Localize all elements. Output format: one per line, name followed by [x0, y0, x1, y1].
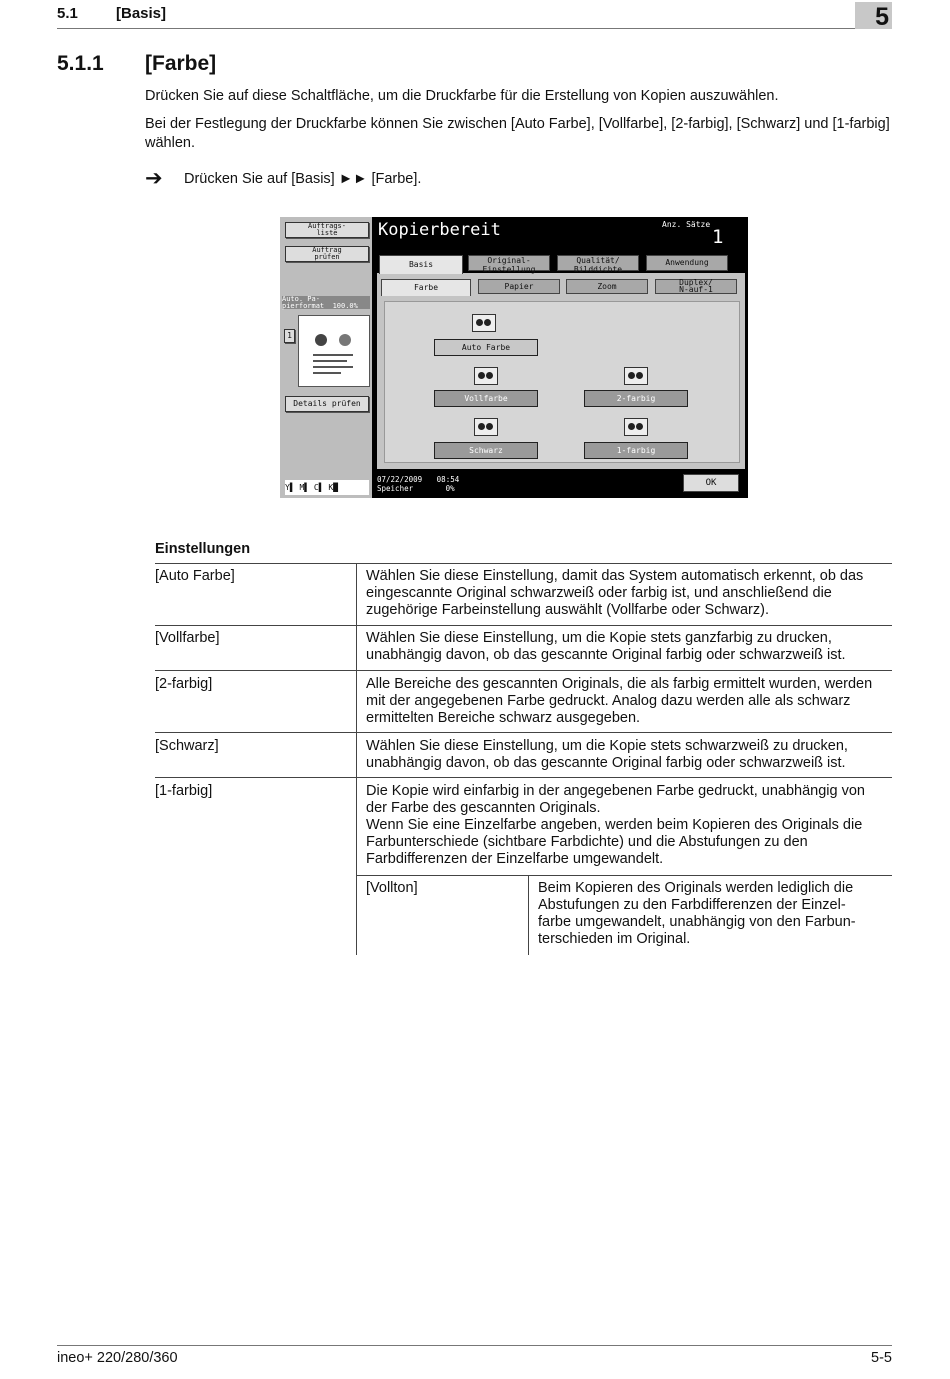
- step-arrow-icon: ➔: [145, 167, 163, 190]
- table-row-setting: [Auto Farbe]: [155, 568, 235, 584]
- black-button[interactable]: Schwarz: [434, 442, 538, 459]
- heading-title: [Farbe]: [145, 52, 217, 75]
- header-rule: [57, 28, 892, 29]
- status-memory-label: Speicher: [377, 484, 414, 493]
- table-row-description: Wählen Sie diese Einstellung, um die Kopie stets ganzfarbig zu drucken, unabhängig davon, ob das gescannte Original farbig oder schwarzweiß ist.: [366, 630, 846, 663]
- table-column-divider: [356, 563, 357, 955]
- page-preview: [298, 315, 370, 387]
- single-color-icon: [624, 418, 648, 436]
- auto-color-button[interactable]: Auto Farbe: [434, 339, 538, 356]
- page-number: 1: [284, 329, 295, 343]
- subtab-color[interactable]: Farbe: [381, 279, 471, 296]
- subtab-zoom[interactable]: Zoom: [566, 279, 648, 294]
- two-color-icon: [624, 367, 648, 385]
- status-bar: [377, 475, 627, 498]
- footer-page-number: 5-5: [871, 1350, 892, 1366]
- status-date: 07/22/2009: [377, 475, 423, 484]
- subtab-duplex[interactable]: Duplex/ N-auf-1: [655, 279, 737, 294]
- table-row-setting: [Schwarz]: [155, 738, 219, 754]
- table-rule: [155, 670, 892, 671]
- table-rule: [155, 563, 892, 564]
- preview-graphic: [299, 316, 369, 386]
- subtable-description: Beim Kopieren des Originals werden lediglich die Abstufungen zu den Farbdifferenzen der Einzel- farbe umgewandelt, unabhängig von den Farbun- terschieden im Original.: [538, 880, 856, 947]
- table-rule: [155, 732, 892, 733]
- tab-basis[interactable]: Basis: [379, 255, 463, 274]
- tab-quality-density[interactable]: Qualität/ Bilddichte: [557, 255, 639, 271]
- table-row-description: Wählen Sie diese Einstellung, um die Kopie stets schwarzweiß zu drucken, unabhängig davon, ob das gescannte Original farbig oder schwarzweiß ist.: [366, 738, 848, 771]
- toner-levels: Y▌ M▌ C▌ K█: [285, 480, 369, 495]
- table-row-setting: [2-farbig]: [155, 676, 213, 692]
- sets-label: Anz. Sätze: [662, 220, 711, 229]
- details-check-button[interactable]: Details prüfen: [285, 396, 369, 412]
- status-time: 08:54: [436, 475, 460, 484]
- copier-screen: [280, 217, 748, 498]
- table-row-description: Alle Bereiche des gescannten Originals, die als farbig ermittelt wurden, werden mit der angegebenen Farbe gedruckt. Analog dazu werden alle als schwarz ermittelten Bereiche schwarz ausgegeben.: [366, 676, 873, 726]
- job-list-button[interactable]: Auftrags- liste: [285, 222, 369, 238]
- status-title: Kopierbereit: [378, 220, 501, 240]
- intro-paragraph-1: Drücken Sie auf diese Schaltfläche, um die Druckfarbe für die Erstellung von Kopien auszuwählen.: [145, 88, 779, 104]
- heading-number: 5.1.1: [57, 52, 104, 75]
- chapter-number: 5: [875, 3, 889, 31]
- table-rule: [155, 777, 892, 778]
- single-color-button[interactable]: 1-farbig: [584, 442, 688, 459]
- subtable-column-divider: [528, 875, 529, 955]
- table-row-description: Wählen Sie diese Einstellung, damit das System automatisch erkennt, ob das eingescannte Original schwarzweiß oder farbig ist, und anschließend die zugehörige Farbeinstellung auswählt (Vollfarbe oder Schwarz).: [366, 568, 864, 618]
- table-row-setting: [Vollfarbe]: [155, 630, 220, 646]
- job-check-button[interactable]: Auftrag prüfen: [285, 246, 369, 262]
- sets-value: 1: [712, 226, 724, 248]
- step-instruction: Drücken Sie auf [Basis] ►► [Farbe].: [184, 171, 422, 187]
- header-section-title: [Basis]: [116, 5, 167, 22]
- paper-ratio-display: Auto. Pa- pierformat 100.0%: [282, 296, 370, 309]
- tab-original-settings[interactable]: Original- Einstellung: [468, 255, 550, 271]
- table-row-description: Die Kopie wird einfarbig in der angegebenen Farbe gedruckt, unabhängig von der Farbe des gescannten Originals. Wenn Sie eine Einzelfarbe angeben, werden beim Kopieren des Originals die Farbunterschiede (sichtbare Farbdichte) und die Abstufungen zu den Farbdifferenzen der Einzelfarbe umgewandelt.: [366, 783, 865, 867]
- auto-color-icon: [472, 314, 496, 332]
- intro-paragraph-2: Bei der Festlegung der Druckfarbe können Sie zwischen [Auto Farbe], [Vollfarbe], [2-farbig], [Schwarz] und [1-farbig] wählen.: [145, 116, 890, 151]
- full-color-button[interactable]: Vollfarbe: [434, 390, 538, 407]
- table-rule: [155, 625, 892, 626]
- tab-application[interactable]: Anwendung: [646, 255, 728, 271]
- footer-model: ineo+ 220/280/360: [57, 1350, 178, 1366]
- subtable-setting: [Vollton]: [366, 880, 418, 896]
- table-row-setting: [1-farbig]: [155, 783, 213, 799]
- table-title: Einstellungen: [155, 541, 251, 557]
- status-memory-percent: 0%: [445, 484, 455, 493]
- subtab-paper[interactable]: Papier: [478, 279, 560, 294]
- color-options-area: [384, 301, 740, 463]
- footer-rule: [57, 1345, 892, 1346]
- black-icon: [474, 418, 498, 436]
- two-color-button[interactable]: 2-farbig: [584, 390, 688, 407]
- subtable-rule: [356, 875, 892, 876]
- ok-button[interactable]: OK: [683, 474, 739, 492]
- header-section-number: 5.1: [57, 5, 78, 22]
- full-color-icon: [474, 367, 498, 385]
